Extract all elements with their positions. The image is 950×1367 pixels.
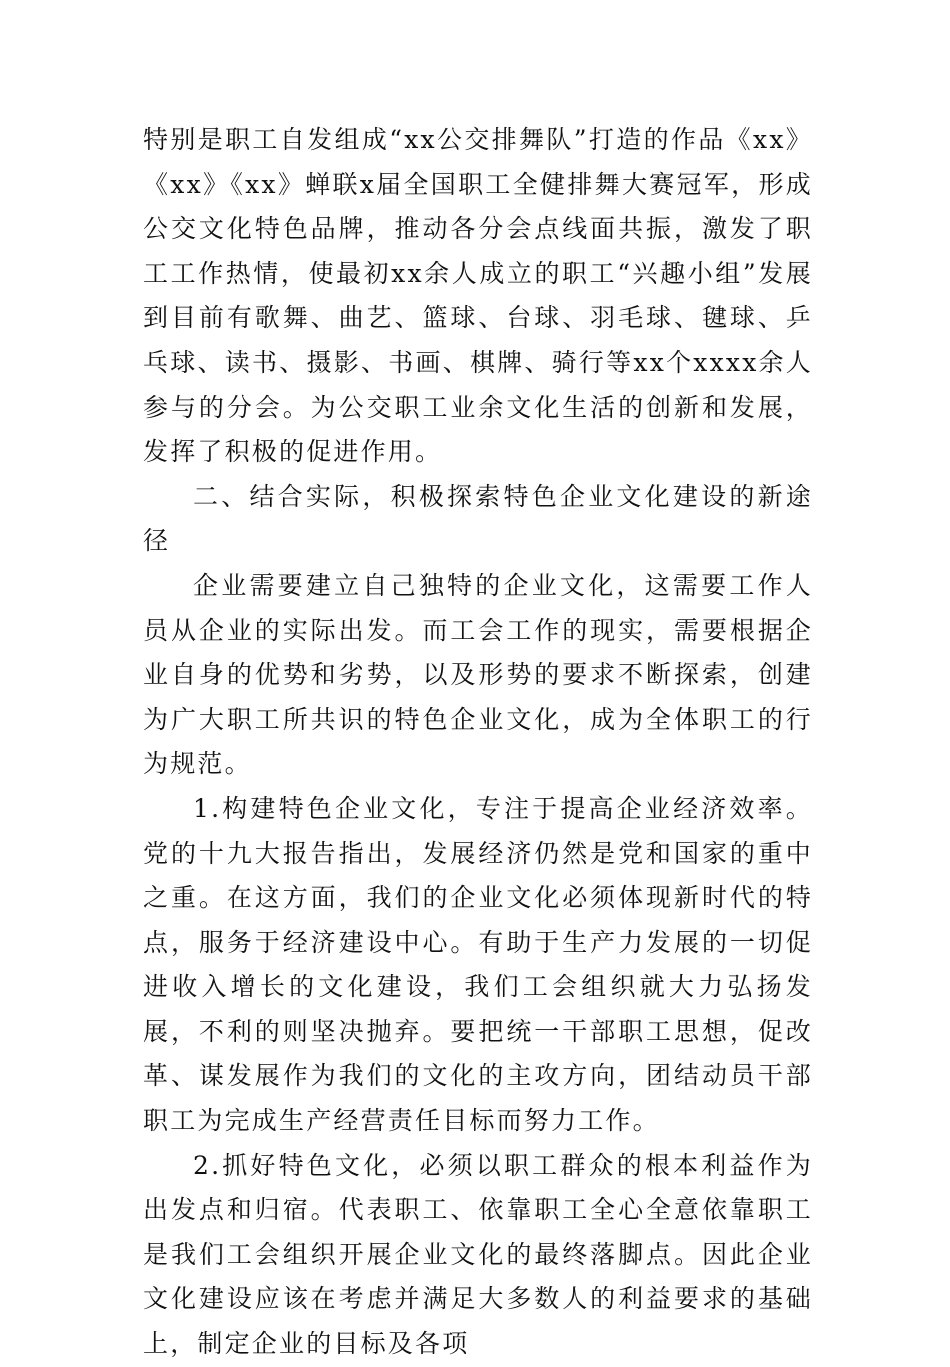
paragraph-point-two: 2.抓好特色文化，必须以职工群众的根本利益作为出发点和归宿。代表职工、依靠职工全心全意依靠职工是我们工会组织开展企业文化的最终落脚点。因此企业文化建设应该在考虑并满足大多数人的利益要求的基础上，制定企业的目标及各项 — [143, 1150, 813, 1359]
section-heading: 二、结合实际，积极探索特色企业文化建设的新途径 — [143, 481, 813, 556]
body-text — [143, 118, 813, 1367]
paragraph-section-intro: 企业需要建立自己独特的企业文化，这需要工作人员从企业的实际出发。而工会工作的现实，需要根据企业自身的优势和劣势，以及形势的要求不断探索，创建为广大职工所共识的特色企业文化，成为全体职工的行为规范。 — [143, 570, 813, 779]
paragraph-intro-continuation: 特别是职工自发组成“xx公交排舞队”打造的作品《xx》《xx》《xx》蝉联x届全国职工全健排舞大赛冠军，形成公交文化特色品牌，推动各分会点线面共振，激发了职工工作热情，使最初xx余人成立的职工“兴趣小组”发展到目前有歌舞、曲艺、篮球、台球、羽毛球、毽球、乒乓球、读书、摄影、书画、棋牌、骑行等xx个xxxx余人参与的分会。为公交职工业余文化生活的创新和发展，发挥了积极的促进作用。 — [143, 125, 813, 467]
paragraph-point-one: 1.构建特色企业文化，专注于提高企业经济效率。党的十九大报告指出，发展经济仍然是党和国家的重中之重。在这方面，我们的企业文化必须体现新时代的特点，服务于经济建设中心。有助于生产力发展的一切促进收入增长的文化建设，我们工会组织就大力弘扬发展，不利的则坚决抛弃。要把统一干部职工思想，促改革、谋发展作为我们的文化的主攻方向，团结动员干部职工为完成生产经营责任目标而努力工作。 — [143, 793, 813, 1136]
